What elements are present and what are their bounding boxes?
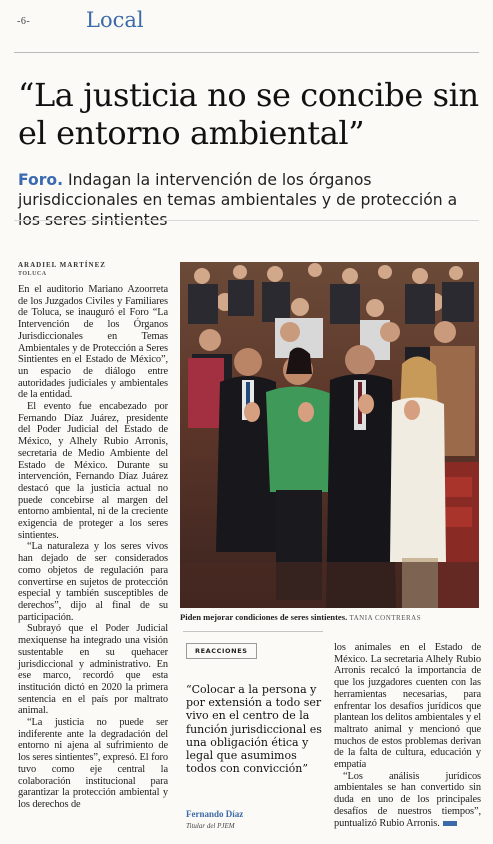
photo-credit: TANIA CONTRERAS (349, 614, 422, 622)
paragraph: “La naturaleza y los seres vivos han dejado de ser considerados como objetos de regulación para convertirse en sujetos de protección especial y también susceptibles de derechos”, dijo al final de su participación. (18, 541, 168, 623)
article-column-3 (334, 642, 481, 829)
pull-quote: “Colocar a la persona y por extensión a todo ser vivo en el centro de la función jurisdiccional es una obligación ética y legal que asumimos todos con convicción” (186, 683, 322, 776)
reactions-divider (183, 631, 323, 632)
page-number: -6- (17, 16, 31, 27)
byline-author: ARADIEL MARTÍNEZ (18, 261, 106, 269)
section-title: Local (86, 8, 144, 32)
headline: “La justicia no se concibe sin el entorno ambiental” (18, 76, 479, 152)
subhead-text: Indagan la intervención de los órganos jurisdiccionales en temas ambientales y de protección a los seres sintientes (18, 171, 458, 229)
subhead-keyword: Foro. (18, 171, 64, 189)
event-photo (180, 262, 479, 608)
subheadline (18, 170, 484, 230)
paragraph: En el auditorio Mariano Azoorreta de los Juzgados Civiles y Familiares de Toluca, se inauguró el Foro “La Intervención de los Órganos Jurisdiccionales en Temas Ambientales y de Protección a Seres Sintientes en el Estado de México”, un espacio de diálogo entre autoridades judiciales y ambientales de la entidad. (18, 284, 168, 401)
quote-author-role: Titular del PJEM (186, 822, 235, 830)
article-column-1 (18, 284, 168, 811)
paragraph: los animales en el Estado de México. La secretaria Alhely Rubio Arronis recalcó la importancia de que los juzgadores cuenten con las herramientas necesarias, para enfrentar los desafíos jurídicos que plantean los delitos ambientales y el maltrato animal y mencionó que muchos de estos problemas derivan de la falta de cultura, educación y empatía (334, 642, 481, 771)
paragraph-text: “Los análisis jurídicos ambientales se han convertido sin duda en uno de los principales desafíos de nuestros tiempos”, puntualizó Rubio Arronis. (334, 770, 481, 829)
photo-caption (180, 612, 480, 622)
quote-author: Fernando Díaz (186, 809, 244, 819)
reactions-label: REACCIONES (186, 643, 257, 659)
subhead-divider (14, 220, 479, 221)
paragraph: El evento fue encabezado por Fernando Díaz Juárez, presidente del Poder Judicial del Estado de México, y Alhely Rubio Arronis, secretaria de Medio Ambiente del Estado de México. Durante su intervención, Fernando Díaz Juárez destacó que la justicia actual no puede concebirse al margen del entorno ambiental, ni de la creciente exigencia de proteger a los seres sintientes. (18, 401, 168, 541)
end-mark (443, 821, 457, 826)
paragraph: “La justicia no puede ser indiferente ante la degradación del entorno ni ajena al sufrimiento de los seres sintientes”, expresó. El foro tuvo como eje central la colaboración institucional para garantizar la protección ambiental y los derechos de (18, 717, 168, 810)
paragraph: Subrayó que el Poder Judicial mexiquense ha integrado una visión sustentable en su quehacer jurisdiccional y administrativo. En ese marco, recordó que esta institución dictó en 2020 la primera sentencia en el país por maltrato animal. (18, 623, 168, 717)
paragraph (334, 771, 481, 830)
byline-location: TOLUCA (18, 271, 47, 277)
header-divider (14, 52, 479, 53)
caption-text: Piden mejorar condiciones de seres sintientes. (180, 612, 348, 622)
